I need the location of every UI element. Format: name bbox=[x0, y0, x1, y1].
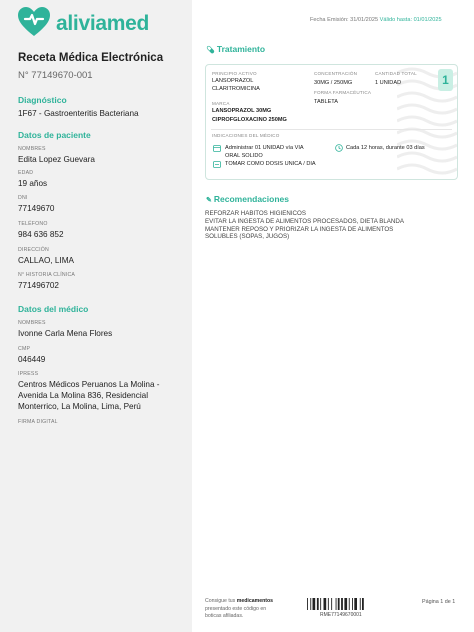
brand-name: aliviamed bbox=[56, 12, 150, 35]
footer-medicamentos: medicamentos bbox=[236, 598, 274, 604]
quantity-value: 1 UNIDAD bbox=[375, 80, 402, 86]
doctor-signature-label: FIRMA DIGITAL bbox=[18, 419, 58, 425]
clock-icon bbox=[335, 144, 343, 152]
footer-rest-1: presentado este código en bbox=[205, 605, 267, 612]
recommendations-title bbox=[206, 194, 289, 204]
treatment-title-text: Tratamiento bbox=[216, 44, 266, 54]
footer-note bbox=[205, 598, 293, 621]
dose-value: TOMAR COMO DOSIS UNICA / DIA bbox=[225, 161, 316, 167]
emission-date-text: Fecha Emisión: 31/01/2025 bbox=[310, 17, 379, 23]
patient-section-title: Datos de paciente bbox=[18, 130, 91, 140]
patient-names-label: NOMBRES bbox=[18, 146, 46, 152]
doctor-cmp: 046449 bbox=[18, 355, 46, 364]
recommendations-title-text: Recomendaciones bbox=[213, 194, 289, 204]
pharma-form-label: FORMA FARMACÉUTICA bbox=[314, 90, 372, 95]
brand-label: MARCA bbox=[212, 101, 230, 106]
brand-value-2: CIPROFGLOXACINO 250MG bbox=[212, 117, 287, 123]
recommendation-line: EVITAR LA INGESTA DE ALIMENTOS PROCESADOS, DIETA BLANDA bbox=[205, 217, 404, 225]
prescription-number: N° 77149670-001 bbox=[18, 70, 93, 81]
footer-rest-2: boticas afiliadas. bbox=[205, 613, 244, 619]
patient-age: 19 años bbox=[18, 179, 48, 188]
admin-line-1: Administrar 01 UNIDAD vía VIA bbox=[225, 145, 304, 151]
clipboard-icon: ✎ bbox=[206, 197, 212, 204]
doctor-ipress-line3: Monterrico, La Molina, Lima, Perú bbox=[18, 402, 141, 411]
patient-dni: 77149670 bbox=[18, 204, 55, 213]
concentration-label: CONCENTRACIÓN bbox=[314, 71, 358, 76]
patient-address-label: DIRECCIÓN bbox=[18, 247, 49, 253]
admin-line-2: ORAL SOLIDO bbox=[225, 153, 263, 159]
pharma-form-value: TABLETA bbox=[314, 99, 339, 105]
card-divider bbox=[211, 129, 452, 130]
frequency-value: Cada 12 horas, durante 03 días bbox=[346, 145, 425, 151]
active-ingredient-2: CLARITROMICINA bbox=[212, 86, 260, 92]
doctor-names: Ivonne Carla Mena Flores bbox=[18, 329, 113, 338]
patient-dni-label: DNI bbox=[18, 195, 28, 201]
valid-until-text: Válido hasta: 01/01/2025 bbox=[379, 17, 442, 23]
active-ingredient-label: PRINCIPIO ACTIVO bbox=[212, 71, 257, 76]
doctor-ipress-label: IPRESS bbox=[18, 371, 39, 377]
patient-address: CALLAO, LIMA bbox=[18, 256, 74, 265]
recommendations-text bbox=[205, 210, 461, 241]
recommendation-line: SOLUBLES (SOPAS, JUGOS) bbox=[205, 233, 290, 241]
patient-history-label: N° HISTORIA CLÍNICA bbox=[18, 272, 76, 278]
treatment-card bbox=[205, 64, 458, 180]
calendar-icon bbox=[213, 144, 221, 152]
pill-bottle-icon: 💊︎ bbox=[206, 47, 215, 54]
heart-logo-icon bbox=[16, 6, 52, 38]
brand-logo bbox=[16, 6, 186, 40]
barcode-number: RME77149670001 bbox=[320, 612, 362, 618]
doctor-section-title: Datos del médico bbox=[18, 304, 89, 314]
patient-phone: 984 636 852 bbox=[18, 230, 64, 239]
prescription-title: Receta Médica Electrónica bbox=[18, 52, 164, 64]
diagnosis-value: 1F67 - Gastroenteritis Bacteriana bbox=[18, 109, 139, 118]
patient-history: 771496702 bbox=[18, 281, 59, 290]
barcode-icon bbox=[307, 598, 383, 610]
patient-age-label: EDAD bbox=[18, 170, 34, 176]
patient-names: Edita Lopez Guevara bbox=[18, 155, 95, 164]
diagnosis-title: Diagnóstico bbox=[18, 95, 67, 105]
footer-consigue: Consigue tus bbox=[205, 598, 236, 604]
doctor-ipress-line1: Centros Médicos Peruanos La Molina - bbox=[18, 380, 160, 389]
concentration-value: 30MG / 250MG bbox=[314, 80, 353, 86]
brand-value-1: LANSOPRAZOL 30MG bbox=[212, 108, 272, 114]
treatment-title bbox=[206, 44, 265, 54]
indications-label: INDICACIONES DEL MÉDICO bbox=[212, 133, 280, 138]
doctor-names-label: NOMBRES bbox=[18, 320, 46, 326]
recommendation-line: MANTENER REPOSO Y PRIORIZAR LA INGESTA DE ALIMENTOS bbox=[205, 225, 394, 233]
item-number-badge: 1 bbox=[438, 69, 453, 91]
active-ingredient-1: LANSOPRAZOL bbox=[212, 78, 254, 84]
quantity-label: CANTIDAD TOTAL bbox=[375, 71, 417, 76]
patient-phone-label: TELÉFONO bbox=[18, 221, 48, 227]
recommendation-line: REFORZAR HABITOS HIGIENICOS bbox=[205, 210, 306, 217]
doctor-cmp-label: CMP bbox=[18, 346, 31, 352]
dose-icon bbox=[213, 160, 221, 168]
emission-date bbox=[310, 17, 442, 23]
page-number: Página 1 de 1 bbox=[422, 599, 456, 605]
doctor-ipress-line2: Avenida La Molina 836, Residencial bbox=[18, 391, 149, 400]
